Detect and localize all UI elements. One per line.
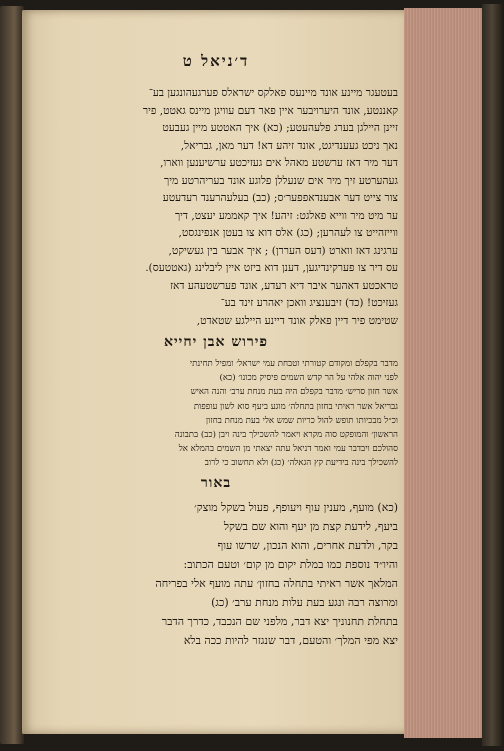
commentary-line: סהולכם ויבדבר עמי ואמר דניאל עתה יצאתי מן השמים בהמלא אל xyxy=(178,444,398,455)
text-line: דער מיר דאז ערשטע מאהל אים געזיכטע ערשיענען ווארו, xyxy=(160,157,398,169)
commentary-title: פירוש אבן יחייא xyxy=(164,334,268,350)
beur-line: ביעף, לידעת קצת מן יעף והוא שם בשקל xyxy=(223,519,398,533)
beur-line: והיו״ד נוספת כמו במלת יקום מן קום׳ וטעם הכתוב: xyxy=(183,557,398,571)
text-line: געהערטע זיך מיר אים שנעללן פלוגע אונד בעריהרטע מיך xyxy=(164,174,398,187)
text-line: צור צייט דער אבענדאפפער׳ס; (כב) בעלעהרענד רעדעטע xyxy=(162,192,398,204)
text-line: זיינן היילגן בערג פלעהעטע; (כא) איך האטטע מיין געבעט xyxy=(162,122,398,134)
text-line: געזיכט! (כד) זיבענציג וואכן יאהרע זינד בע־ xyxy=(220,297,398,309)
beur-line: ומרוצה רבה ונגע בעת עלות מנחת ערב׳ (כג) xyxy=(211,595,398,609)
text-line: בעטעגר מיינע אונד מיינעס פאלקס ישראלס פערגעהונגען בע־ xyxy=(148,87,398,99)
commentary-line: מדבר בקפלם ומקודם קטורתי וטבחת עמי ישראל׳ ומפיל תחינתי xyxy=(189,359,398,369)
page-text-block xyxy=(34,22,398,722)
main-text xyxy=(34,85,398,330)
beur-title: באור xyxy=(200,474,232,491)
text-line: ער מיט מיר ווייא פאלגט: זיהע! איך קאממע יעצט, דיך xyxy=(174,209,398,222)
text-line: ערגינג דאז ווארט (דעס העררן) ; איך אבער בין געשיקט, xyxy=(168,244,398,257)
commentary-line: לפני יהוה אלהי על הר קדש השמים פיסיק מכונו׳ (כא) xyxy=(219,373,398,384)
running-header: ד׳ניאל ט xyxy=(182,52,250,70)
commentary-line: אשר חזון סריש׳ מדבר בקפלם היה בעת מנחת ערב׳ והנה האיש xyxy=(190,387,398,398)
commentary-text xyxy=(34,357,398,471)
text-line: עס דיר צו פערקינדיגען, דענן דוא ביזט איין ליבלינג (גאטטעס). xyxy=(145,262,398,274)
beur-line: המלאך אשר ראיתי בתחלה בחזון׳ עתה מועף אלי בפריחה xyxy=(155,576,398,590)
commentary-line: להשכילך בינה בידיעת קץ הגאלה׳ (כג) ולא תחשוב כי לרוב xyxy=(204,458,398,469)
beur-text xyxy=(34,498,398,650)
commentary-line: הראשון׳ והמופקט סוה מקרא ויאמר להשכילך בינה ויבן (כב) בתבונה xyxy=(174,430,398,441)
beur-line: בתחלת תחנוניך יצא דבר, מלפני שם הנכבד, כדרך הדבר xyxy=(161,614,398,628)
book-cover-left xyxy=(0,6,24,744)
commentary-line: גבריאל אשר ראיתי בחזון בתחלה׳ מוגע ביעף סוא לשון עופפות xyxy=(193,401,398,412)
commentary-line: וכ״ל מבכיותו תופש להול כריות שמש אלי בעת מנחת בחזון xyxy=(205,415,398,426)
text-line: ווייזהייט צו לעהרען; (כג) אלס דוא צו בעטן אנפינגסט, xyxy=(178,227,398,239)
text-line: טראכטע דאהער איבר דיא רעדע, אונד פערשטעהע דאז xyxy=(170,279,398,292)
text-line: קאננטע, אונד היערויבער איין פאר דעם עוויגן מיינס גאטט, פיר xyxy=(142,104,398,117)
beur-line: בקר, ולדעת אחרים, והוא הנכון, שרשו עוף xyxy=(217,538,398,552)
book-cover-right xyxy=(482,4,502,746)
text-line: נאך ניכט געענדיגט, אונד זיהע דא! דער מאן, גבריאל, xyxy=(180,139,398,152)
text-line: שטימט פיר דיין פאלק אונד דיינע היילגע שטאדט, xyxy=(196,314,398,327)
page-fore-edge xyxy=(404,8,484,738)
beur-line: יצא מפי המלך׳ והטעם, דבר שנגזר להיות ככה בלא xyxy=(183,633,398,647)
beur-line: (כא) מועף, מענין עוף ויעופף, פעול בשקל מוצק׳ xyxy=(194,500,398,514)
